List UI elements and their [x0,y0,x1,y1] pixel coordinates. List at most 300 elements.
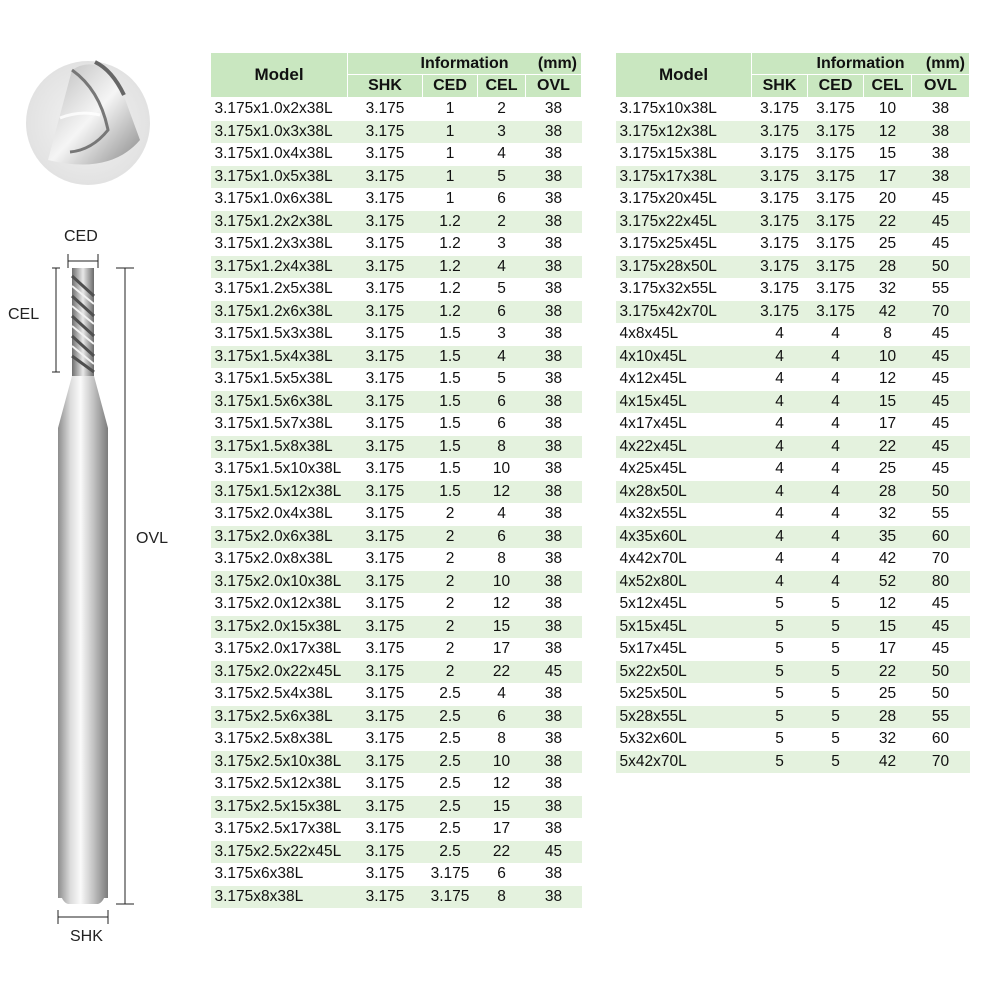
shk-cell: 3.175 [348,616,423,639]
model-cell: 4x15x45L [616,391,752,414]
ovl-cell: 50 [912,661,970,684]
ovl-cell: 38 [526,796,582,819]
ced-cell: 1.2 [423,278,478,301]
ced-cell: 4 [808,503,864,526]
table-row [211,98,582,121]
table-row [211,616,582,639]
cel-cell: 15 [864,616,912,639]
ovl-cell: 45 [912,188,970,211]
ovl-cell: 80 [912,571,970,594]
cel-cell: 6 [478,391,526,414]
table-row [616,368,970,391]
ovl-cell: 38 [912,143,970,166]
shk-cell: 3.175 [348,98,423,121]
model-cell: 3.175x42x70L [616,301,752,324]
shk-cell: 4 [752,458,808,481]
model-cell: 4x42x70L [616,548,752,571]
shk-cell: 3.175 [348,301,423,324]
shk-cell: 4 [752,571,808,594]
model-cell: 3.175x1.0x3x38L [211,121,348,144]
cel-cell: 4 [478,346,526,369]
ovl-cell: 45 [912,346,970,369]
ced-cell: 5 [808,728,864,751]
table-row [211,121,582,144]
table-row [211,143,582,166]
shk-cell: 3.175 [348,143,423,166]
shk-cell: 3.175 [752,143,808,166]
table-row [616,458,970,481]
table-row [616,166,970,189]
ced-cell: 1 [423,121,478,144]
ovl-column-header: OVL [912,75,970,98]
ovl-cell: 38 [526,413,582,436]
cel-cell: 6 [478,413,526,436]
shk-cell: 3.175 [348,391,423,414]
table-row [616,346,970,369]
ovl-cell: 38 [526,391,582,414]
table-row [211,458,582,481]
cel-cell: 22 [864,211,912,234]
cel-cell: 10 [478,571,526,594]
cel-cell: 5 [478,278,526,301]
shk-column-header: SHK [752,75,808,98]
shk-cell: 3.175 [348,863,423,886]
ced-cell: 3.175 [808,278,864,301]
model-cell: 3.175x2.0x4x38L [211,503,348,526]
shk-cell: 3.175 [348,166,423,189]
cel-cell: 12 [478,593,526,616]
end-mill-drawing [0,0,200,1000]
ced-cell: 1.2 [423,301,478,324]
cel-cell: 22 [864,661,912,684]
ced-cell: 2.5 [423,773,478,796]
tip-closeup [26,61,150,185]
table-row [211,503,582,526]
ovl-cell: 70 [912,751,970,774]
ced-cell: 5 [808,706,864,729]
table-row [616,548,970,571]
shk-cell: 5 [752,593,808,616]
table-row [616,323,970,346]
ovl-cell: 38 [526,143,582,166]
table-row [211,526,582,549]
cel-cell: 22 [864,436,912,459]
shk-cell: 3.175 [752,211,808,234]
table-row [211,323,582,346]
cel-cell: 12 [478,481,526,504]
ced-cell: 5 [808,616,864,639]
cel-cell: 10 [478,458,526,481]
table-row [616,706,970,729]
shk-cell: 3.175 [348,256,423,279]
cel-cell: 8 [864,323,912,346]
model-cell: 5x42x70L [616,751,752,774]
shk-label: SHK [70,928,103,945]
ovl-cell: 70 [912,301,970,324]
ovl-cell: 55 [912,278,970,301]
ovl-cell: 38 [526,481,582,504]
table-row [616,481,970,504]
ced-cell: 5 [808,751,864,774]
ovl-cell: 38 [526,638,582,661]
ced-cell: 2.5 [423,751,478,774]
table-row [616,143,970,166]
model-cell: 3.175x2.0x6x38L [211,526,348,549]
shk-cell: 4 [752,346,808,369]
table-row [211,278,582,301]
shk-cell: 3.175 [348,728,423,751]
model-header: Model [616,53,752,98]
model-cell: 4x10x45L [616,346,752,369]
ovl-cell: 38 [526,98,582,121]
information-label: Information [816,54,905,72]
ovl-cell: 38 [526,571,582,594]
model-cell: 4x35x60L [616,526,752,549]
ovl-cell: 38 [526,751,582,774]
ovl-cell: 45 [912,638,970,661]
table-row [211,413,582,436]
model-cell: 3.175x6x38L [211,863,348,886]
table-row [616,413,970,436]
model-cell: 3.175x2.0x8x38L [211,548,348,571]
table-row [211,661,582,684]
cel-label: CEL [8,306,40,323]
ovl-cell: 50 [912,256,970,279]
ovl-cell: 38 [526,233,582,256]
table-row [211,256,582,279]
ced-cell: 2 [423,526,478,549]
ovl-cell: 55 [912,503,970,526]
ced-cell: 3.175 [808,211,864,234]
ovl-cell: 38 [526,616,582,639]
ced-cell: 1 [423,188,478,211]
ovl-cell: 45 [912,211,970,234]
table-row [211,751,582,774]
model-cell: 3.175x2.0x17x38L [211,638,348,661]
table-row [211,706,582,729]
information-header [348,53,582,75]
model-cell: 3.175x25x45L [616,233,752,256]
ovl-cell: 45 [526,661,582,684]
table-row [211,188,582,211]
ovl-cell: 38 [526,211,582,234]
cel-cell: 20 [864,188,912,211]
model-cell: 3.175x1.0x4x38L [211,143,348,166]
ovl-cell: 38 [526,886,582,909]
ced-cell: 2 [423,503,478,526]
cel-cell: 22 [478,661,526,684]
ovl-label: OVL [136,530,169,547]
model-cell: 3.175x1.5x6x38L [211,391,348,414]
shk-cell: 5 [752,728,808,751]
model-cell: 3.175x1.0x2x38L [211,98,348,121]
ced-cell: 4 [808,548,864,571]
ced-cell: 4 [808,323,864,346]
cel-cell: 2 [478,211,526,234]
model-cell: 3.175x17x38L [616,166,752,189]
ced-cell: 1.5 [423,458,478,481]
shk-cell: 4 [752,548,808,571]
cel-cell: 32 [864,503,912,526]
model-cell: 4x25x45L [616,458,752,481]
shk-cell: 3.175 [752,166,808,189]
ovl-cell: 45 [526,841,582,864]
ovl-cell: 38 [526,301,582,324]
table-row [211,548,582,571]
model-cell: 3.175x2.0x22x45L [211,661,348,684]
ced-cell: 4 [808,458,864,481]
table-row [616,121,970,144]
cel-cell: 32 [864,278,912,301]
table-row [211,886,582,909]
cel-cell: 8 [478,436,526,459]
shk-cell: 3.175 [348,593,423,616]
ced-cell: 4 [808,391,864,414]
ced-cell: 1.5 [423,481,478,504]
shk-cell: 3.175 [348,323,423,346]
shk-cell: 3.175 [348,683,423,706]
ced-label: CED [64,228,98,245]
ced-cell: 1.5 [423,346,478,369]
model-cell: 3.175x1.5x7x38L [211,413,348,436]
ced-cell: 1.5 [423,323,478,346]
model-cell: 3.175x1.5x5x38L [211,368,348,391]
ovl-cell: 38 [526,526,582,549]
ced-cell: 2 [423,616,478,639]
ced-cell: 2.5 [423,796,478,819]
model-header: Model [211,53,348,98]
ced-cell: 5 [808,638,864,661]
model-cell: 5x22x50L [616,661,752,684]
ovl-cell: 38 [912,121,970,144]
shk-cell: 3.175 [348,233,423,256]
ced-cell: 4 [808,526,864,549]
ced-column-header: CED [808,75,864,98]
cel-cell: 4 [478,143,526,166]
ced-cell: 4 [808,436,864,459]
cel-cell: 5 [478,166,526,189]
model-cell: 4x22x45L [616,436,752,459]
table-row [616,301,970,324]
table-row [211,436,582,459]
model-cell: 4x8x45L [616,323,752,346]
spec-table-right-body [616,98,970,774]
cel-column-header: CEL [478,75,526,98]
shk-column-header: SHK [348,75,423,98]
ced-cell: 4 [808,413,864,436]
cel-cell: 3 [478,323,526,346]
ovl-column-header: OVL [526,75,582,98]
ced-column-header: CED [423,75,478,98]
shk-cell: 3.175 [752,121,808,144]
ced-cell: 3.175 [808,121,864,144]
cel-cell: 6 [478,706,526,729]
shk-cell: 3.175 [348,571,423,594]
ced-cell: 3.175 [808,233,864,256]
cel-cell: 32 [864,728,912,751]
ced-cell: 3.175 [808,166,864,189]
ced-cell: 4 [808,368,864,391]
ovl-cell: 60 [912,526,970,549]
table-row [616,751,970,774]
shk-cell: 3.175 [752,98,808,121]
cel-cell: 42 [864,301,912,324]
table-row [616,98,970,121]
ovl-cell: 50 [912,481,970,504]
table-row [211,368,582,391]
model-cell: 4x12x45L [616,368,752,391]
table-row [211,233,582,256]
shk-cell: 5 [752,683,808,706]
shk-cell: 3.175 [348,278,423,301]
cel-cell: 52 [864,571,912,594]
model-cell: 3.175x2.5x12x38L [211,773,348,796]
shk-cell: 4 [752,323,808,346]
model-cell: 3.175x8x38L [211,886,348,909]
model-cell: 3.175x22x45L [616,211,752,234]
table-row [211,211,582,234]
shk-cell: 3.175 [348,773,423,796]
cel-cell: 6 [478,188,526,211]
cel-cell: 12 [864,593,912,616]
cel-cell: 8 [478,548,526,571]
shk-cell: 3.175 [348,436,423,459]
cel-cell: 12 [478,773,526,796]
cel-cell: 42 [864,751,912,774]
cel-cell: 5 [478,368,526,391]
ced-cell: 5 [808,593,864,616]
model-cell: 4x52x80L [616,571,752,594]
cel-cell: 17 [864,166,912,189]
cel-cell: 28 [864,256,912,279]
ovl-cell: 38 [526,188,582,211]
ced-cell: 2.5 [423,841,478,864]
cel-cell: 25 [864,683,912,706]
spec-table-left [210,52,582,908]
shk-cell: 3.175 [752,278,808,301]
cel-cell: 10 [478,751,526,774]
cel-cell: 28 [864,481,912,504]
model-cell: 3.175x32x55L [616,278,752,301]
shk-cell: 3.175 [348,796,423,819]
table-row [616,638,970,661]
shk-cell: 4 [752,413,808,436]
shk-cell: 3.175 [348,368,423,391]
model-cell: 3.175x1.5x4x38L [211,346,348,369]
end-mill-body [58,268,108,904]
table-row [616,728,970,751]
ced-cell: 1.5 [423,436,478,459]
ced-cell: 1 [423,98,478,121]
table-row [211,818,582,841]
shk-cell: 3.175 [348,188,423,211]
shk-cell: 3.175 [348,661,423,684]
table-row [616,256,970,279]
table-row [616,233,970,256]
ced-cell: 2 [423,593,478,616]
ced-cell: 2.5 [423,818,478,841]
ced-cell: 1.5 [423,368,478,391]
table-row [616,436,970,459]
ced-cell: 3.175 [808,98,864,121]
table-row [616,278,970,301]
ced-cell: 1.5 [423,391,478,414]
ovl-cell: 38 [526,593,582,616]
model-cell: 3.175x2.5x15x38L [211,796,348,819]
cel-cell: 8 [478,728,526,751]
ced-cell: 4 [808,481,864,504]
ced-cell: 4 [808,571,864,594]
shk-cell: 5 [752,638,808,661]
model-cell: 3.175x1.0x5x38L [211,166,348,189]
shk-cell: 3.175 [348,346,423,369]
ced-cell: 3.175 [423,863,478,886]
model-cell: 5x32x60L [616,728,752,751]
cel-cell: 3 [478,233,526,256]
table-row [616,616,970,639]
model-cell: 3.175x2.0x12x38L [211,593,348,616]
cel-cell: 10 [864,346,912,369]
model-cell: 4x28x50L [616,481,752,504]
shk-cell: 3.175 [348,211,423,234]
ovl-cell: 38 [526,503,582,526]
shk-cell: 4 [752,503,808,526]
ovl-cell: 38 [912,166,970,189]
model-cell: 3.175x1.2x3x38L [211,233,348,256]
ced-cell: 3.175 [808,301,864,324]
model-cell: 5x15x45L [616,616,752,639]
model-cell: 4x32x55L [616,503,752,526]
shk-cell: 5 [752,706,808,729]
cel-cell: 25 [864,233,912,256]
model-cell: 3.175x15x38L [616,143,752,166]
ced-cell: 3.175 [808,188,864,211]
ovl-cell: 38 [526,706,582,729]
shk-cell: 3.175 [348,413,423,436]
ced-cell: 1.2 [423,233,478,256]
ovl-cell: 38 [526,548,582,571]
shk-cell: 3.175 [348,886,423,909]
ovl-cell: 38 [526,458,582,481]
shk-cell: 4 [752,436,808,459]
ced-cell: 3.175 [808,256,864,279]
model-cell: 3.175x1.2x2x38L [211,211,348,234]
shk-cell: 3.175 [752,233,808,256]
cel-cell: 28 [864,706,912,729]
ovl-cell: 38 [526,166,582,189]
table-row [616,211,970,234]
table-row [211,683,582,706]
ovl-cell: 38 [526,683,582,706]
ovl-cell: 70 [912,548,970,571]
ovl-cell: 38 [526,773,582,796]
cel-cell: 22 [478,841,526,864]
table-row [616,526,970,549]
model-cell: 3.175x2.0x10x38L [211,571,348,594]
cel-cell: 8 [478,886,526,909]
model-cell: 3.175x2.5x4x38L [211,683,348,706]
ced-cell: 2 [423,548,478,571]
ovl-cell: 38 [526,728,582,751]
cel-cell: 42 [864,548,912,571]
table-row [211,728,582,751]
table-row [211,481,582,504]
ced-cell: 5 [808,683,864,706]
shk-cell: 3.175 [752,256,808,279]
shk-cell: 5 [752,751,808,774]
shk-cell: 3.175 [348,841,423,864]
table-row [616,593,970,616]
